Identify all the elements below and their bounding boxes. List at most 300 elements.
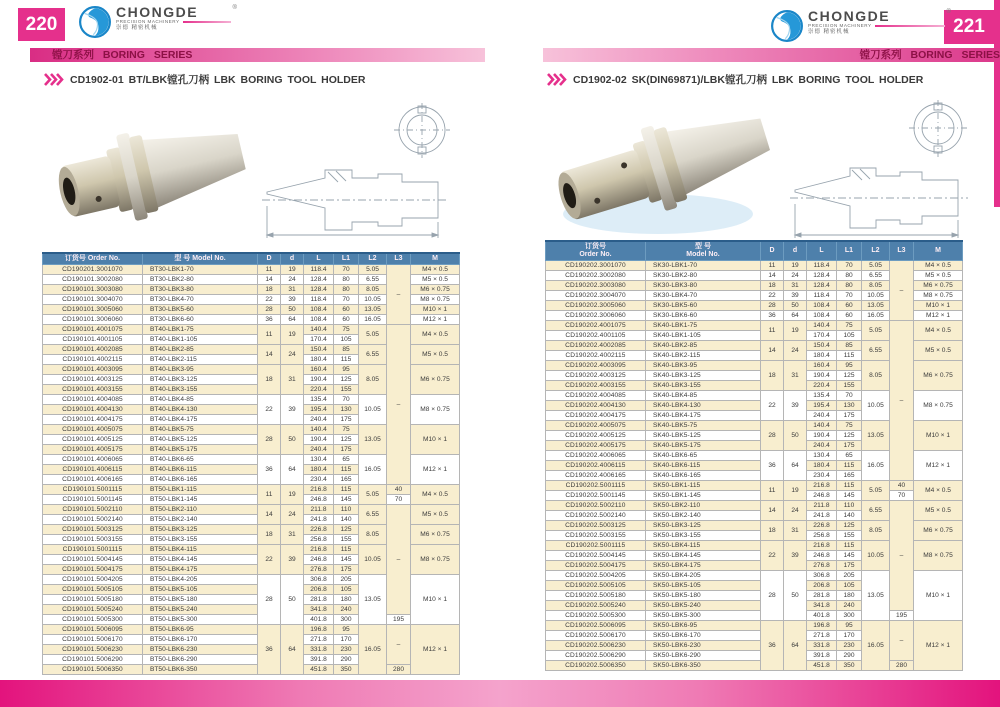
table-cell: CD190202.4003125 — [546, 371, 646, 381]
globe-icon — [770, 9, 804, 43]
table-cell: 240 — [334, 605, 359, 615]
table-cell: SK40-LBK6-65 — [646, 451, 761, 461]
table-cell: 40 — [387, 485, 411, 495]
table-cell: SK50-LBK3-155 — [646, 531, 761, 541]
table-cell: 125 — [837, 371, 862, 381]
table-cell: 155 — [837, 381, 862, 391]
table-cell: 115 — [837, 541, 862, 551]
table-cell: 10.05 — [862, 391, 890, 421]
table-cell: SK30-LBK6-60 — [646, 311, 761, 321]
table-cell: 5.05 — [862, 261, 890, 271]
table-cell: CD190202.3004070 — [546, 291, 646, 301]
column-header: d — [281, 253, 304, 265]
table-cell: CD190202.3001070 — [546, 261, 646, 271]
table-cell: SK50-LBK2-140 — [646, 511, 761, 521]
table-cell: 140.4 — [807, 421, 837, 431]
table-cell: 246.8 — [304, 555, 334, 565]
table-cell: 220.4 — [304, 385, 334, 395]
column-header: L — [304, 253, 334, 265]
table-cell: M8 × 0.75 — [411, 545, 460, 575]
table-cell: 16.05 — [862, 311, 890, 321]
table-cell: 220.4 — [807, 381, 837, 391]
table-cell: CD190101.4006115 — [43, 465, 143, 475]
table-cell: CD190202.5004175 — [546, 561, 646, 571]
table-cell: CD190101.4005175 — [43, 445, 143, 455]
table-cell: 118.4 — [304, 265, 334, 275]
table-cell: 22 — [761, 541, 784, 571]
series-banner-left: 镗刀系列 BORING SERIES — [30, 48, 485, 62]
table-cell: 22 — [258, 295, 281, 305]
table-cell: 36 — [258, 315, 281, 325]
table-cell: CD190101.5006350 — [43, 665, 143, 675]
table-cell: 28 — [258, 575, 281, 625]
table-cell: 135.4 — [807, 391, 837, 401]
table-row — [43, 665, 460, 675]
table-cell: 175 — [837, 411, 862, 421]
product-photo-sk — [548, 92, 783, 244]
table-cell: 8.05 — [862, 521, 890, 541]
table-cell: 195.4 — [304, 405, 334, 415]
table-cell: 40 — [890, 481, 914, 491]
table-cell: SK40-LBK1-75 — [646, 321, 761, 331]
table-cell: CD190101.5006290 — [43, 655, 143, 665]
footer-bar-right — [500, 680, 1000, 707]
table-cell: 13.05 — [862, 571, 890, 621]
table-cell: CD190101.3006060 — [43, 315, 143, 325]
table-cell: M10 × 1 — [411, 575, 460, 625]
table-cell: BT50-LBK3-125 — [143, 525, 258, 535]
table-cell: 280 — [387, 665, 411, 675]
table-cell: SK40-LBK4-175 — [646, 411, 761, 421]
table-cell: BT50-LBK5-240 — [143, 605, 258, 615]
table-cell: 196.8 — [807, 621, 837, 631]
table-cell: CD190202.4004130 — [546, 401, 646, 411]
table-cell: BT30-LBK1-70 — [143, 265, 258, 275]
table-cell: 180.4 — [304, 355, 334, 365]
table-cell: 105 — [837, 581, 862, 591]
table-cell: 145 — [837, 551, 862, 561]
table-cell: 290 — [837, 651, 862, 661]
table-cell: 10.05 — [862, 291, 890, 301]
table-cell: 135.4 — [304, 395, 334, 405]
table-cell: 108.4 — [807, 301, 837, 311]
table-cell: BT30-LBK3-80 — [143, 285, 258, 295]
table-cell: 130 — [334, 405, 359, 415]
table-cell: 276.8 — [807, 561, 837, 571]
table-cell: BT50-LBK6-95 — [143, 625, 258, 635]
table-cell: BT50-LBK3-155 — [143, 535, 258, 545]
table-cell: 6.55 — [862, 271, 890, 281]
table-cell: 31 — [784, 281, 807, 291]
table-cell: 95 — [334, 365, 359, 375]
table-cell: 11 — [761, 321, 784, 341]
spec-table — [545, 240, 963, 671]
table-cell: 11 — [258, 485, 281, 505]
table-cell: 64 — [784, 311, 807, 321]
table-cell: 13.05 — [359, 425, 387, 455]
brand-name: CHONGDE — [116, 4, 199, 20]
table-cell: BT40-LBK4-85 — [143, 395, 258, 405]
table-cell: 175 — [334, 445, 359, 455]
table-cell: SK50-LBK6-95 — [646, 621, 761, 631]
registered-mark-icon: ® — [232, 5, 237, 11]
table-cell: 306.8 — [807, 571, 837, 581]
table-cell: 241.8 — [304, 515, 334, 525]
brand-logo-left — [78, 5, 237, 39]
page-number-right: 221 — [944, 10, 994, 44]
table-cell: CD190101.5004175 — [43, 565, 143, 575]
table-cell: M4 × 0.5 — [914, 481, 963, 501]
table-cell: BT30-LBK4-70 — [143, 295, 258, 305]
table-cell: 64 — [784, 621, 807, 671]
table-cell: 155 — [837, 531, 862, 541]
table-cell: 36 — [258, 625, 281, 675]
footer-bar-left — [0, 680, 500, 707]
table-cell: SK40-LBK6-165 — [646, 471, 761, 481]
table-cell: 205 — [837, 571, 862, 581]
table-cell: CD190202.4006065 — [546, 451, 646, 461]
table-cell: 13.05 — [359, 575, 387, 625]
brand-accent-line — [183, 21, 231, 23]
table-cell: 190.4 — [304, 375, 334, 385]
table-cell: 128.4 — [807, 271, 837, 281]
table-cell: 14 — [761, 501, 784, 521]
spec-table — [42, 252, 460, 675]
table-cell: 118.4 — [807, 291, 837, 301]
table-cell: 170.4 — [807, 331, 837, 341]
table-cell: SK50-LBK1-145 — [646, 491, 761, 501]
brand-subtitle: PRECISION MACHINERY — [808, 22, 872, 28]
column-header: L3 — [387, 253, 411, 265]
table-cell: 300 — [837, 611, 862, 621]
table-cell: 180.4 — [807, 351, 837, 361]
brand-name-cn: 崇德 精密机械 — [116, 24, 158, 31]
table-cell: BT40-LBK2-115 — [143, 355, 258, 365]
table-cell: 175 — [334, 415, 359, 425]
table-cell: 190.4 — [304, 435, 334, 445]
table-cell: M8 × 0.75 — [411, 395, 460, 425]
table-cell: 8.05 — [862, 361, 890, 391]
table-cell: M10 × 1 — [411, 425, 460, 455]
table-cell: 64 — [281, 455, 304, 485]
table-cell: 240.4 — [304, 445, 334, 455]
table-cell: 401.8 — [807, 611, 837, 621]
table-cell: 341.8 — [807, 601, 837, 611]
table-cell: 18 — [258, 365, 281, 395]
table-row — [546, 481, 963, 491]
brand-accent-line — [875, 25, 945, 27]
table-cell: 39 — [784, 291, 807, 301]
table-cell: 10.05 — [359, 545, 387, 575]
table-cell: CD190101.4003125 — [43, 375, 143, 385]
table-cell: 75 — [334, 425, 359, 435]
table-cell: BT40-LBK4-175 — [143, 415, 258, 425]
table-cell: 22 — [761, 391, 784, 421]
table-cell: 180.4 — [304, 465, 334, 475]
table-cell: CD190202.3002080 — [546, 271, 646, 281]
table-cell: 150.4 — [807, 341, 837, 351]
table-cell: M4 × 0.5 — [914, 261, 963, 271]
table-cell: 118.4 — [807, 261, 837, 271]
table-cell: 115 — [837, 461, 862, 471]
table-cell: CD190101.5005240 — [43, 605, 143, 615]
table-cell: 195.4 — [807, 401, 837, 411]
table-cell: 125 — [334, 525, 359, 535]
table-cell: CD190202.5004145 — [546, 551, 646, 561]
table-cell: 19 — [281, 265, 304, 275]
table-cell: 216.8 — [304, 545, 334, 555]
table-cell: – — [890, 261, 914, 321]
table-cell: 36 — [761, 311, 784, 321]
table-cell: 451.8 — [807, 661, 837, 671]
table-cell: CD190202.5006290 — [546, 651, 646, 661]
table-cell: CD190101.4004085 — [43, 395, 143, 405]
table-cell: 5.05 — [359, 485, 387, 505]
table-cell: 196.8 — [304, 625, 334, 635]
table-cell: BT50-LBK1-115 — [143, 485, 258, 495]
table-cell: 105 — [837, 331, 862, 341]
table-cell: 300 — [334, 615, 359, 625]
table-cell: 241.8 — [807, 511, 837, 521]
table-cell: CD190101.3005060 — [43, 305, 143, 315]
table-cell: 19 — [281, 325, 304, 345]
table-cell: CD190101.4001105 — [43, 335, 143, 345]
table-cell: 14 — [761, 341, 784, 361]
table-cell: 60 — [837, 301, 862, 311]
table-cell: BT40-LBK6-115 — [143, 465, 258, 475]
table-cell: BT50-LBK6-350 — [143, 665, 258, 675]
table-cell: 60 — [334, 315, 359, 325]
table-cell: BT40-LBK4-130 — [143, 405, 258, 415]
table-cell: M6 × 0.75 — [411, 525, 460, 545]
table-cell: BT40-LBK5-75 — [143, 425, 258, 435]
table-cell: 24 — [281, 275, 304, 285]
table-cell: CD190202.5001145 — [546, 491, 646, 501]
table-cell: 246.8 — [807, 491, 837, 501]
table-cell: 16.05 — [359, 625, 387, 675]
table-cell: BT50-LBK5-105 — [143, 585, 258, 595]
table-cell: 70 — [837, 391, 862, 401]
table-cell: 130 — [837, 401, 862, 411]
table-cell: CD190101.5003155 — [43, 535, 143, 545]
table-cell: CD190101.4003095 — [43, 365, 143, 375]
table-cell: CD190202.5006170 — [546, 631, 646, 641]
table-cell: SK40-LBK3-95 — [646, 361, 761, 371]
table-cell: 115 — [334, 355, 359, 365]
table-cell: 50 — [281, 575, 304, 625]
table-cell: CD190101.5005300 — [43, 615, 143, 625]
table-cell: M8 × 0.75 — [914, 541, 963, 571]
table-cell: 271.8 — [807, 631, 837, 641]
table-cell: CD190202.3005060 — [546, 301, 646, 311]
table-cell: 8.05 — [359, 525, 387, 545]
table-cell: SK40-LBK1-105 — [646, 331, 761, 341]
table-cell: CD190101.4006065 — [43, 455, 143, 465]
table-cell: CD190101.4006165 — [43, 475, 143, 485]
table-cell: M5 × 0.5 — [914, 341, 963, 361]
page-number-left: 220 — [18, 8, 65, 41]
table-cell: 85 — [837, 341, 862, 351]
table-cell: 391.8 — [807, 651, 837, 661]
table-cell: 24 — [784, 271, 807, 281]
table-cell: 240.4 — [304, 415, 334, 425]
table-cell: 140 — [837, 511, 862, 521]
table-cell: 230 — [837, 641, 862, 651]
table-cell: 115 — [837, 481, 862, 491]
table-cell: 65 — [837, 451, 862, 461]
column-header: L2 — [862, 241, 890, 261]
table-cell: CD190101.5002110 — [43, 505, 143, 515]
table-cell: SK50-LBK4-145 — [646, 551, 761, 561]
table-cell: CD190101.5004205 — [43, 575, 143, 585]
table-row — [546, 261, 963, 271]
table-cell: CD190202.5003155 — [546, 531, 646, 541]
table-cell: CD190202.3003080 — [546, 281, 646, 291]
table-cell: BT50-LBK4-145 — [143, 555, 258, 565]
table-cell: BT30-LBK5-60 — [143, 305, 258, 315]
table-cell: 28 — [761, 301, 784, 311]
table-cell: CD190101.4002085 — [43, 345, 143, 355]
table-cell: 95 — [837, 621, 862, 631]
table-cell: 28 — [258, 425, 281, 455]
table-cell: 31 — [281, 365, 304, 395]
column-header: 型 号 Model No. — [646, 241, 761, 261]
table-cell: CD190202.3006060 — [546, 311, 646, 321]
table-cell: 24 — [281, 505, 304, 525]
table-cell: SK50-LBK5-105 — [646, 581, 761, 591]
table-cell: 22 — [258, 545, 281, 575]
table-cell: CD190101.4001075 — [43, 325, 143, 335]
table-cell: 18 — [761, 281, 784, 291]
table-cell: BT30-LBK6-60 — [143, 315, 258, 325]
table-cell: 145 — [334, 495, 359, 505]
table-cell: 16.05 — [862, 621, 890, 671]
table-cell: 350 — [837, 661, 862, 671]
table-cell: 175 — [837, 561, 862, 571]
table-cell: CD190101.4002115 — [43, 355, 143, 365]
table-cell: CD190101.5001115 — [43, 485, 143, 495]
product-title-row-left — [44, 72, 365, 87]
table-cell: BT40-LBK6-165 — [143, 475, 258, 485]
column-header: L1 — [837, 241, 862, 261]
table-cell: 108.4 — [304, 315, 334, 325]
table-cell: SK50-LBK6-290 — [646, 651, 761, 661]
table-row — [43, 615, 460, 625]
table-cell: 14 — [258, 275, 281, 285]
table-cell: M6 × 0.75 — [914, 361, 963, 391]
table-cell: 246.8 — [807, 551, 837, 561]
table-cell: 190.4 — [807, 371, 837, 381]
table-cell: 70 — [334, 395, 359, 405]
table-cell: 108.4 — [807, 311, 837, 321]
technical-drawing-bt — [262, 102, 462, 244]
table-cell: 18 — [258, 525, 281, 545]
table-cell: M6 × 0.75 — [914, 281, 963, 291]
table-cell: 290 — [334, 655, 359, 665]
table-cell: M8 × 0.75 — [914, 391, 963, 421]
table-cell: 16.05 — [359, 315, 387, 325]
table-cell: 13.05 — [359, 305, 387, 315]
table-cell: 95 — [334, 625, 359, 635]
table-cell: 6.55 — [359, 345, 387, 365]
table-cell: SK40-LBK5-75 — [646, 421, 761, 431]
table-cell: 240.4 — [807, 411, 837, 421]
table-cell: 36 — [761, 621, 784, 671]
table-cell: M4 × 0.5 — [411, 265, 460, 275]
table-row — [546, 661, 963, 671]
table-cell: 39 — [281, 295, 304, 305]
table-cell: 125 — [334, 435, 359, 445]
table-cell: 18 — [761, 361, 784, 391]
table-cell: 165 — [334, 475, 359, 485]
table-cell: CD190202.4003095 — [546, 361, 646, 371]
column-header: L — [807, 241, 837, 261]
table-cell: 170 — [334, 635, 359, 645]
table-cell: CD190101.5006095 — [43, 625, 143, 635]
table-cell: SK50-LBK2-110 — [646, 501, 761, 511]
table-cell: CD190101.5001115 — [43, 545, 143, 555]
table-cell: 70 — [387, 495, 411, 505]
table-cell: 115 — [837, 351, 862, 361]
table-cell: BT40-LBK3-155 — [143, 385, 258, 395]
table-row — [43, 485, 460, 495]
brand-name: CHONGDE — [808, 8, 891, 24]
table-row — [546, 501, 963, 511]
table-cell: CD190101.3004070 — [43, 295, 143, 305]
table-cell: 14 — [258, 345, 281, 365]
table-cell: 206.8 — [807, 581, 837, 591]
table-cell: CD190202.4001105 — [546, 331, 646, 341]
table-cell: 6.55 — [359, 505, 387, 525]
table-cell: 5.05 — [359, 325, 387, 345]
table-row — [43, 265, 460, 275]
table-cell: 22 — [258, 395, 281, 425]
table-cell: 150.4 — [304, 345, 334, 355]
table-cell: CD190101.4003155 — [43, 385, 143, 395]
table-cell: 276.8 — [304, 565, 334, 575]
table-cell: 195 — [387, 615, 411, 625]
table-cell: BT40-LBK5-175 — [143, 445, 258, 455]
table-cell: 10.05 — [359, 395, 387, 425]
table-cell: 271.8 — [304, 635, 334, 645]
column-header: d — [784, 241, 807, 261]
table-cell: – — [890, 621, 914, 661]
column-header: L3 — [890, 241, 914, 261]
table-cell: 331.8 — [807, 641, 837, 651]
table-cell: 24 — [784, 501, 807, 521]
table-cell: CD190202.5006350 — [546, 661, 646, 671]
table-cell: 226.8 — [807, 521, 837, 531]
table-cell: 130.4 — [807, 451, 837, 461]
product-title: CD1902-01 BT/LBK镗孔刀柄 LBK BORING TOOL HOLDER — [70, 74, 366, 86]
table-cell: M8 × 0.75 — [914, 291, 963, 301]
table-cell: M6 × 0.75 — [914, 521, 963, 541]
globe-icon — [78, 5, 112, 39]
table-cell: 160.4 — [807, 361, 837, 371]
table-cell: CD190202.5004205 — [546, 571, 646, 581]
table-cell: 115 — [334, 485, 359, 495]
table-cell: CD190202.4006115 — [546, 461, 646, 471]
table-cell: – — [890, 501, 914, 611]
table-cell: CD190101.5006230 — [43, 645, 143, 655]
table-cell: M12 × 1 — [411, 625, 460, 675]
table-cell: 125 — [837, 431, 862, 441]
table-cell: 391.8 — [304, 655, 334, 665]
table-cell: SK50-LBK5-180 — [646, 591, 761, 601]
table-cell: 28 — [761, 421, 784, 451]
table-cell: CD190201.3001070 — [43, 265, 143, 275]
table-cell: 140.4 — [304, 325, 334, 335]
